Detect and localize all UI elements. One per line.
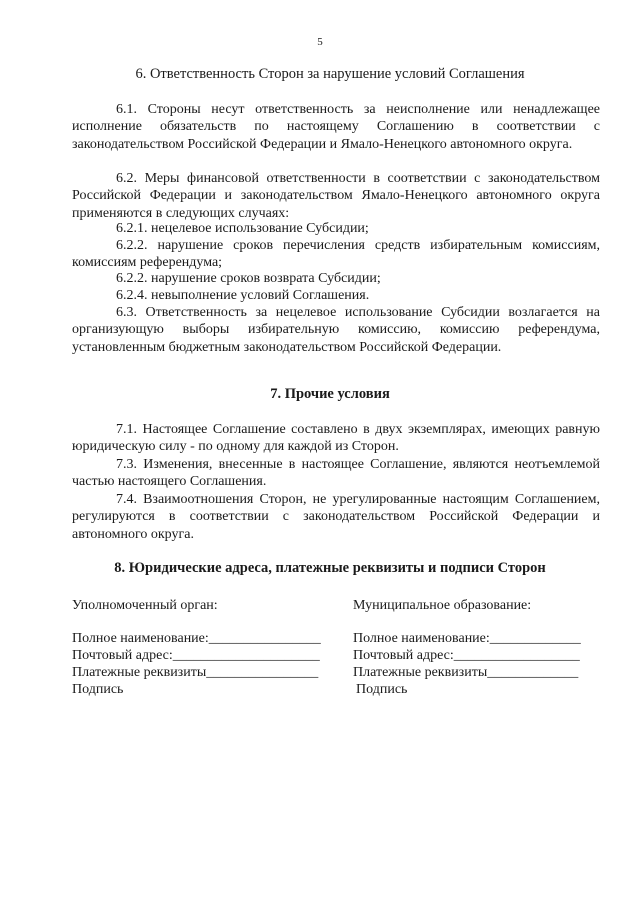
clause-7-3: 7.3. Изменения, внесенные в настоящее Соглашение, являются неотъемлемой частью настоящего Соглашения. xyxy=(72,457,600,490)
left-full-name-field: Полное наименование:________________ xyxy=(72,631,321,646)
right-signature-label: Подпись xyxy=(356,682,408,697)
left-payment-details-field: Платежные реквизиты________________ xyxy=(72,665,319,680)
section-6-heading: 6. Ответственность Сторон за нарушение условий Соглашения xyxy=(135,66,525,82)
clause-6-2-4: 6.2.4. невыполнение условий Соглашения. xyxy=(116,288,370,303)
clause-6-2-2: 6.2.2. нарушение сроков перечисления средств избирательным комиссиям, комиссиям референдума; xyxy=(72,238,600,271)
left-postal-address-field: Почтовый адрес:_____________________ xyxy=(72,648,320,663)
right-postal-address-field: Почтовый адрес:__________________ xyxy=(353,648,580,663)
section-7-heading: 7. Прочие условия xyxy=(270,386,390,402)
left-signature-label: Подпись xyxy=(72,682,124,697)
right-full-name-field: Полное наименование:_____________ xyxy=(353,631,581,646)
clause-6-2-3: 6.2.2. нарушение сроков возврата Субсидии; xyxy=(116,271,381,286)
clause-7-4: 7.4. Взаимоотношения Сторон, не урегулированные настоящим Соглашением, регулируются в соответствии с законодательством Российской Федерации и автономного округа. xyxy=(72,492,600,542)
clause-6-2-1: 6.2.1. нецелевое использование Субсидии; xyxy=(116,221,369,236)
left-party-title: Уполномоченный орган: xyxy=(72,598,218,613)
section-8-heading: 8. Юридические адреса, платежные реквизиты и подписи Сторон xyxy=(114,560,546,576)
clause-6-3: 6.3. Ответственность за нецелевое использование Субсидии возлагается на организующую выборы избирательную комиссию, комиссию референдума, установленным бюджетным законодательством Российской Федерации. xyxy=(72,305,600,355)
right-payment-details-field: Платежные реквизиты_____________ xyxy=(353,665,579,680)
page-number: 5 xyxy=(317,36,323,48)
clause-7-1: 7.1. Настоящее Соглашение составлено в двух экземплярах, имеющих равную юридическую силу - по одному для каждой из Сторон. xyxy=(72,422,600,455)
right-party-title: Муниципальное образование: xyxy=(353,598,532,613)
clause-6-1: 6.1. Стороны несут ответственность за неисполнение или ненадлежащее исполнение обязательств по настоящему Соглашению в соответствии с законодательством Российской Федерации и Ямало-Ненецкого автономного округа. xyxy=(72,102,600,152)
clause-6-2: 6.2. Меры финансовой ответственности в соответствии с законодательством Российской Федерации и законодательством Ямало-Ненецкого автономного округа применяются в следующих случаях: xyxy=(72,171,600,221)
